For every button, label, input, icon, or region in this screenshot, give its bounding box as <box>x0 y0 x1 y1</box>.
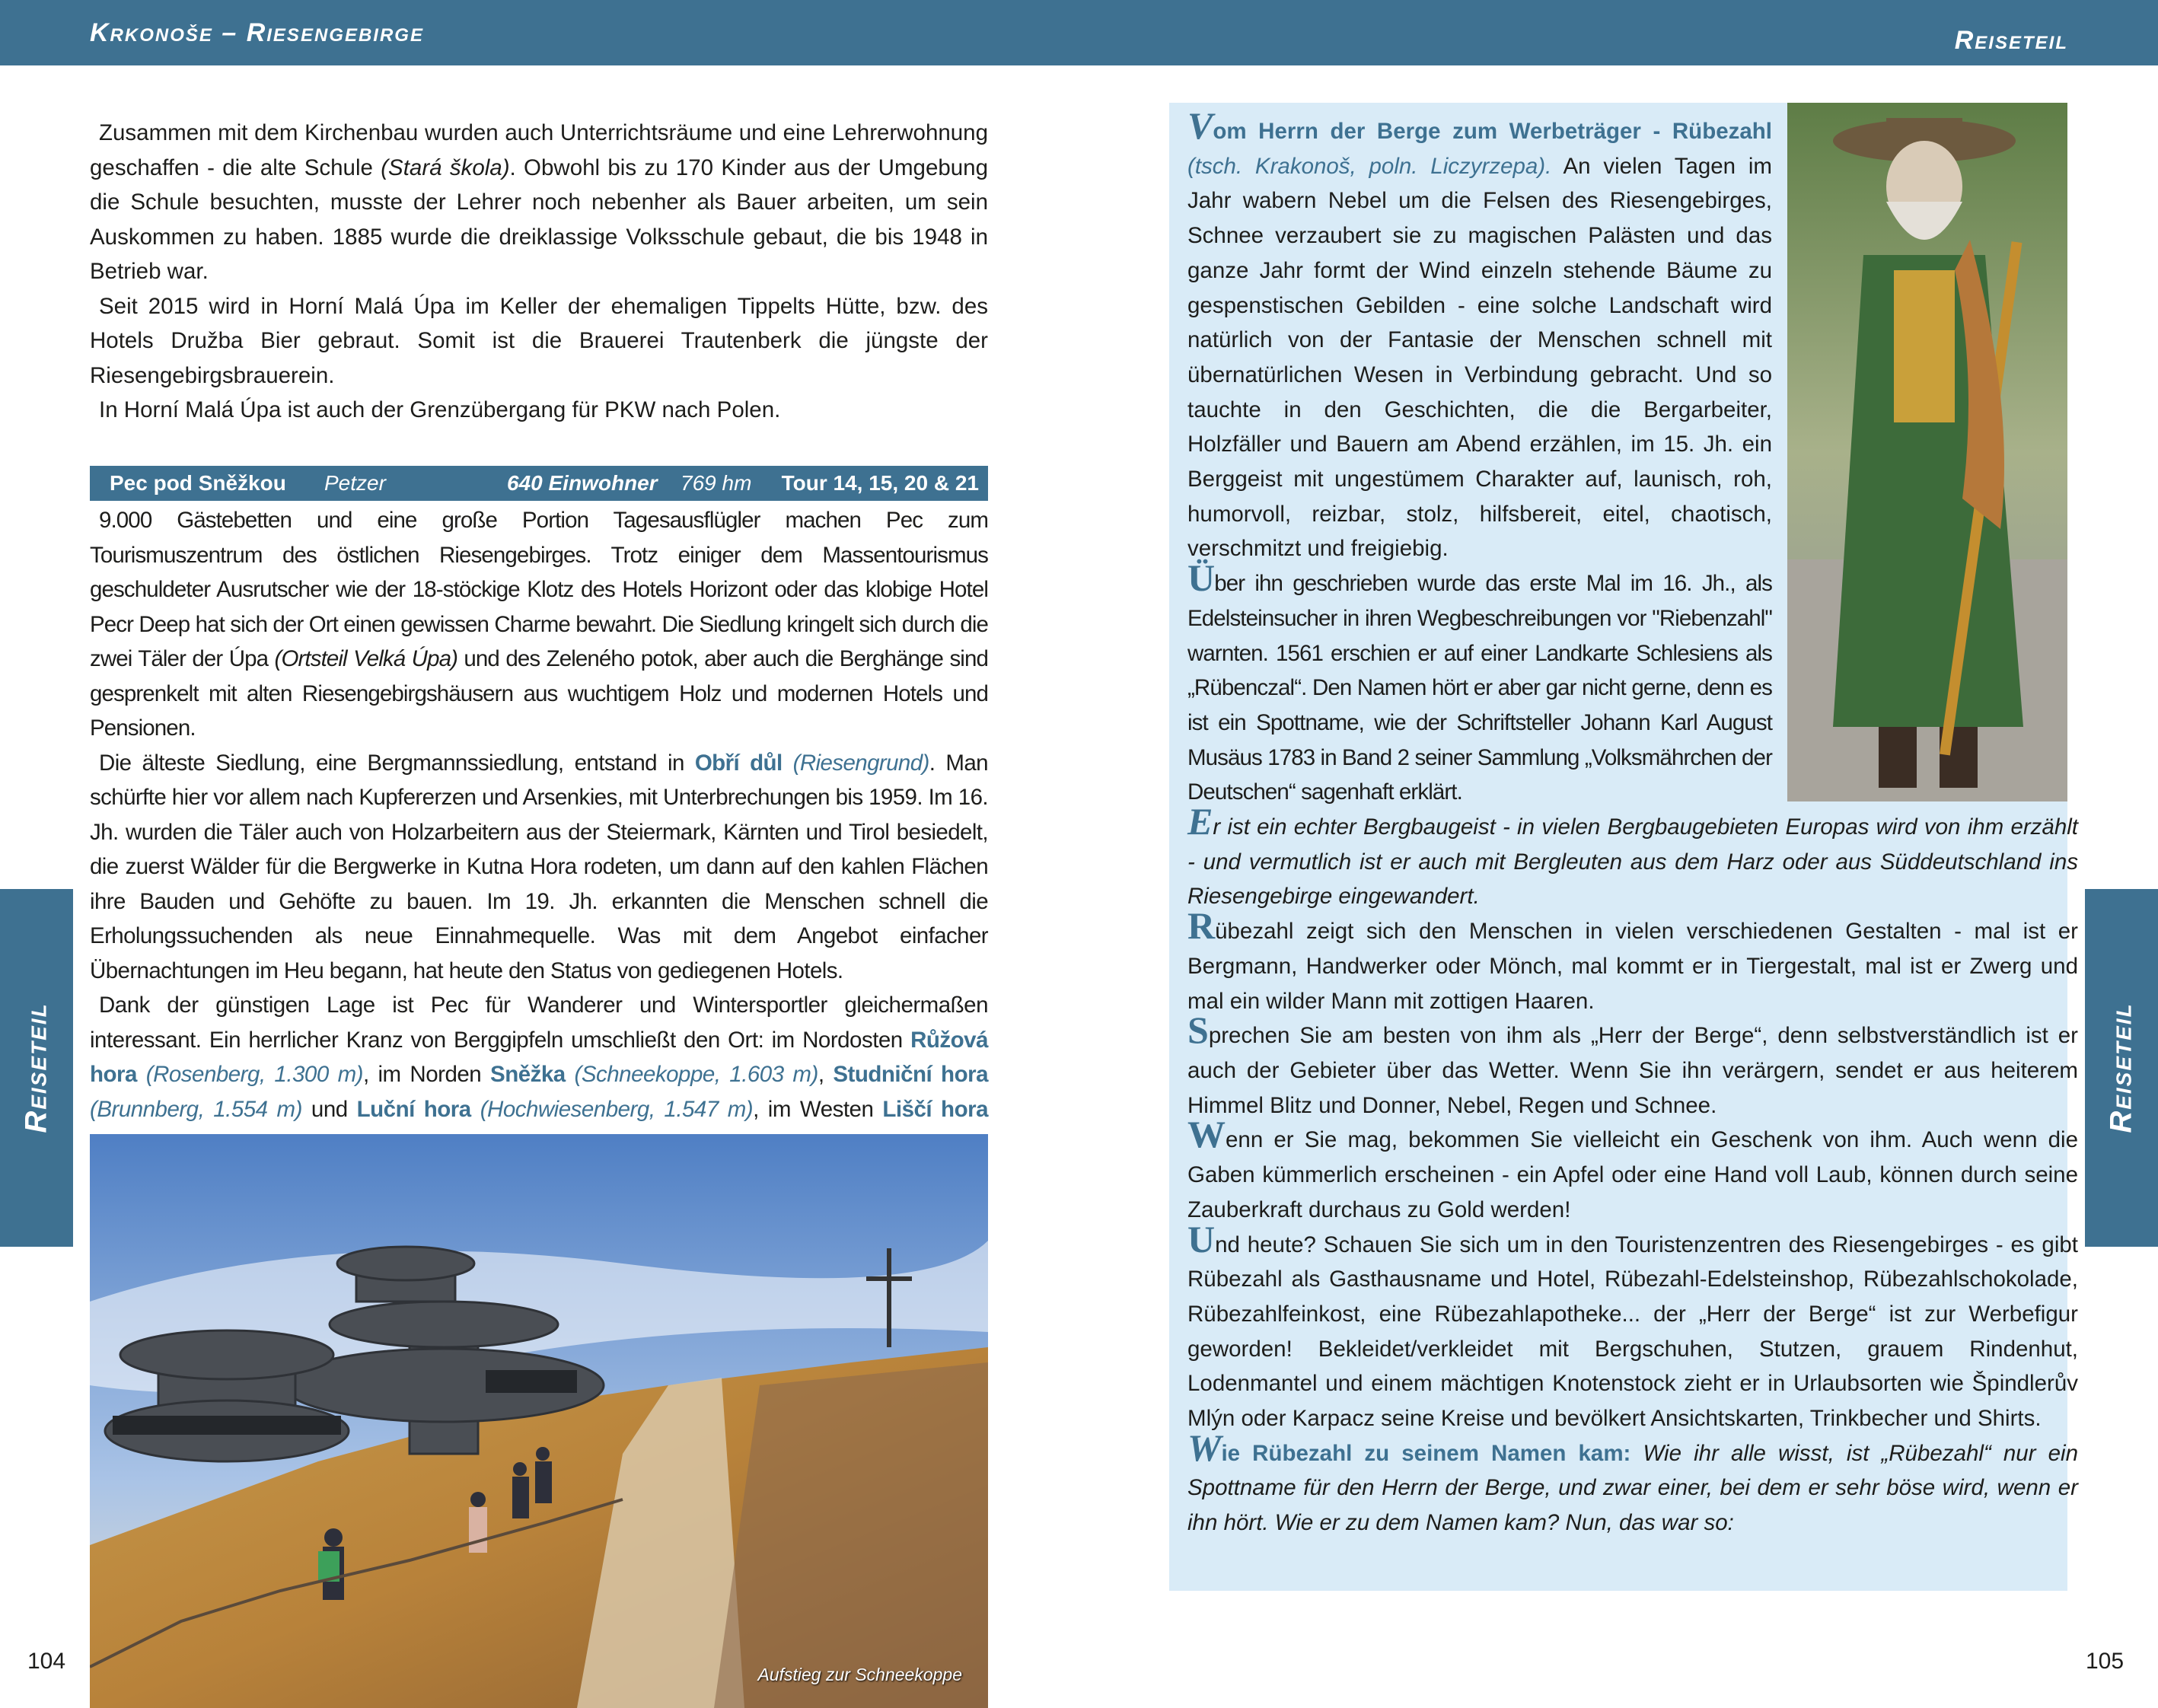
thumb-index-tab-left <box>0 889 73 1247</box>
running-title-right: Reiseteil <box>1954 26 2068 55</box>
ruebezahl-text <box>1187 104 2078 1541</box>
town-info-bar <box>90 466 988 501</box>
section-today: Und heute? Schauen Sie sich um in den Touristenzentren des Riesengebirges - es gibt Rübezahl als Gasthausname und Hotel, Rübezahl-Edelsteinshop, Rübezahlschokolade, Rübezahlfeinkost, eine Rübezahlapotheke... der „Herr der Berge“ ist zur Werbefigur geworden! Bekleidet/verkleidet mit Bergschuhen, Stutzen, grauem Rindenhut, Lodenmantel und einem mächtigen Knotenstock zieht er in Urlaubsorten wie Špindlerův Mlýn oder Karpacz seine Kreise und bevölkert Ansichtskarten, Trinkbecher und Shirts. <box>1187 1217 2078 1432</box>
page-number-right: 105 <box>2086 1649 2125 1674</box>
section-name-origin: Wie Rübezahl zu seinem Namen kam: Wie ihr alle wisst, ist „Rübezahl“ nur ein Spottname für den Herrn der Berge, und zwar einer, bei dem er sehr böse wird, wenn er ihn hört. Wie er zu dem Namen kam? Nun, das war so: <box>1187 1426 2078 1536</box>
town-altitude: 769 hm <box>681 471 752 495</box>
paragraph-brewery: Seit 2015 wird in Horní Malá Úpa im Keller der ehemaligen Tippelts Hütte, bzw. des Hotels Družba Bier gebraut. Somit ist die Brauerei Trautenberk die jüngste der Riesengebirgsbrauerein. <box>90 293 988 388</box>
section-intro: Vom Herrn der Berge zum Werbeträger - Rübezahl (tsch. Krakonoš, poln. Liczyrzepa). An vielen Tagen im Jahr wabern Nebel um die Felsen des Riesengebirges, Schnee verzaubert sie zu magischen Palästen und das ganze Jahr formt der Wind einzeln stehende Bäume zu gespenstischen Gebilden - eine solche Landschaft wird natürlich von der Fantasie der Menschen schnell mit übernatürlichen Wesen in Verbindung gebracht. Und so tauchte in den Geschichten, die die Bergarbeiter, Holzfäller und Bauern am Abend erzählen, im 15. Jh. ein Berggeist mit ungestümem Charakter auf, launisch, roh, humorvoll, reizbar, stolz, hilfsbereit, eitel, chaotisch, verschmitzt und freigiebig. <box>1187 104 1772 562</box>
paragraph-tourism: 9.000 Gästebetten und eine große Portion Tagesausflügler machen Pec zum Tourismuszentrum des östlichen Riesengebirges. Trotz einiger dem Massentourismus geschuldeter Ausrutscher wie der 18-stöckige Klotz des Hotels Horizont oder das klobige Hotel Pecr Deep hat sich der Ort einen gewissen Charme bewahrt. Die Siedlung kringelt sich durch die zwei Täler der Úpa (Ortsteil Velká Úpa) und des Zeleného potok, aber auch die Berghänge sind gesprenkelt mit alten Riesengebirgshäusern aus wuchtigem Holz und modernen Hotels und Pensionen. <box>90 508 988 741</box>
paragraph-border: In Horní Malá Úpa ist auch der Grenzübergang für PKW nach Polen. <box>99 397 781 422</box>
paragraph-school: Zusammen mit dem Kirchenbau wurden auch Unterrichtsräume und eine Lehrerwohnung geschaffen - die alte Schule (Stará škola). Obwohl bis zu 170 Kinder aus der Umgebung die Schule besuchten, musste der Lehrer noch nebenher als Bauer arbeiten, um sein Auskommen zu haben. 1885 wurde die dreiklassige Volksschule gebaut, die bis 1948 in Betrieb war. <box>90 120 988 284</box>
photo-snezka-ascent <box>90 1134 988 1708</box>
page-number-left: 104 <box>27 1649 66 1674</box>
photo-caption: Aufstieg zur Schneekoppe <box>757 1665 962 1684</box>
section-history: Über ihn geschrieben wurde das erste Mal im 16. Jh., als Edelsteinsucher in ihren Wegbeschreibungen vor "Riebenzahl" warnten. 1561 erschien er auf einer Landkarte Schlesiens als „Rübenczal“. Den Namen hört er aber gar nicht gerne, denn es ist ein Spottname, wie der Schriftsteller Johann Karl August Musäus 1783 in Band 2 seiner Sammlung „Volksmährchen der Deutschen“ sagenhaft erklärt. <box>1187 556 1772 805</box>
section-shapes: Rübezahl zeigt sich den Menschen in vielen verschiedenen Gestalten - mal ist er Bergmann, Handwerker oder Mönch, mal kommt er in Tiergestalt, mal ist er Zwerg und mal ein wilder Mann mit zottigen Haaren. <box>1187 904 2078 1014</box>
section-gifts: Wenn er Sie mag, bekommen Sie vielleicht ein Geschenk von ihm. Auch wenn die Gaben kümmerlich erscheinen - ein Apfel oder eine Hand voll Laub, können durch seine Zauberkraft durchaus zu Gold werden! <box>1187 1113 2078 1222</box>
snezka-illustration <box>90 1134 988 1708</box>
left-page-body <box>90 503 988 1162</box>
left-page-text <box>90 116 988 428</box>
section-weather: Sprechen Sie am besten von ihm als „Herr der Berge“, denn selbstverständlich ist er auch der Gebieter über das Wetter. Wenn Sie ihn verärgern, sendet er aus heiterem Himmel Blitz und Donner, Nebel, Regen und Schnee. <box>1187 1009 2078 1118</box>
thumb-index-label: Reiseteil <box>2104 1002 2138 1133</box>
paragraph-history: Die älteste Siedlung, eine Bergmannssiedlung, entstand in Obří důl (Riesengrund). Man schürfte hier vor allem nach Kupfererzen und Arsenkies, mit Unterbrechungen bis 1959. Im 16. Jh. wurden die Täler auch von Holzarbeitern aus der Steiermark, Kärnten und Tirol besiedelt, die zuerst Wälder für die Bergwerke in Kutna Hora rodeten, um dann auf den kahlen Flächen ihre Bauden und Gehöfte zu bauen. Im 19. Jh. erkannten die Menschen schnell die Erholungssuchenden als neue Einnahmequelle. Was mit dem Angebot einfacher Übernachtungen im Heu begann, hat heute den Status von gediegenen Hotels. <box>90 750 988 983</box>
section-miner-spirit: Er ist ein echter Bergbaugeist - in vielen Bergbaugebieten Europas wird von ihm erzählt - und vermutlich ist er auch mit Bergleuten aus dem Harz oder aus Süddeutschland ins Riesengebirge eingewandert. <box>1187 800 2078 910</box>
town-population: 640 Einwohner <box>507 471 658 495</box>
thumb-index-label: Reiseteil <box>19 1002 53 1133</box>
town-tours: Tour 14, 15, 20 & 21 <box>781 471 979 495</box>
running-title-left: Krkonoše – Riesengebirge <box>90 18 424 47</box>
thumb-index-tab-right <box>2085 889 2158 1247</box>
town-german-name: Petzer <box>324 471 386 495</box>
paragraph-peaks: Dank der günstigen Lage ist Pec für Wanderer und Wintersportler gleichermaßen interessant. Ein herrlicher Kranz von Berggipfeln umschließt den Ort: im Nordosten Růžová hora (Rosenberg, 1.300 m), im Norden Sněžka (Schneekoppe, 1.603 m), Studniční hora (Brunnberg, 1.554 m) und Luční hora (Hochwiesenberg, 1.547 m), im Westen Liščí hora <box>90 993 988 1122</box>
page-header <box>0 0 2158 65</box>
town-name: Pec pod Sněžkou <box>110 471 286 495</box>
